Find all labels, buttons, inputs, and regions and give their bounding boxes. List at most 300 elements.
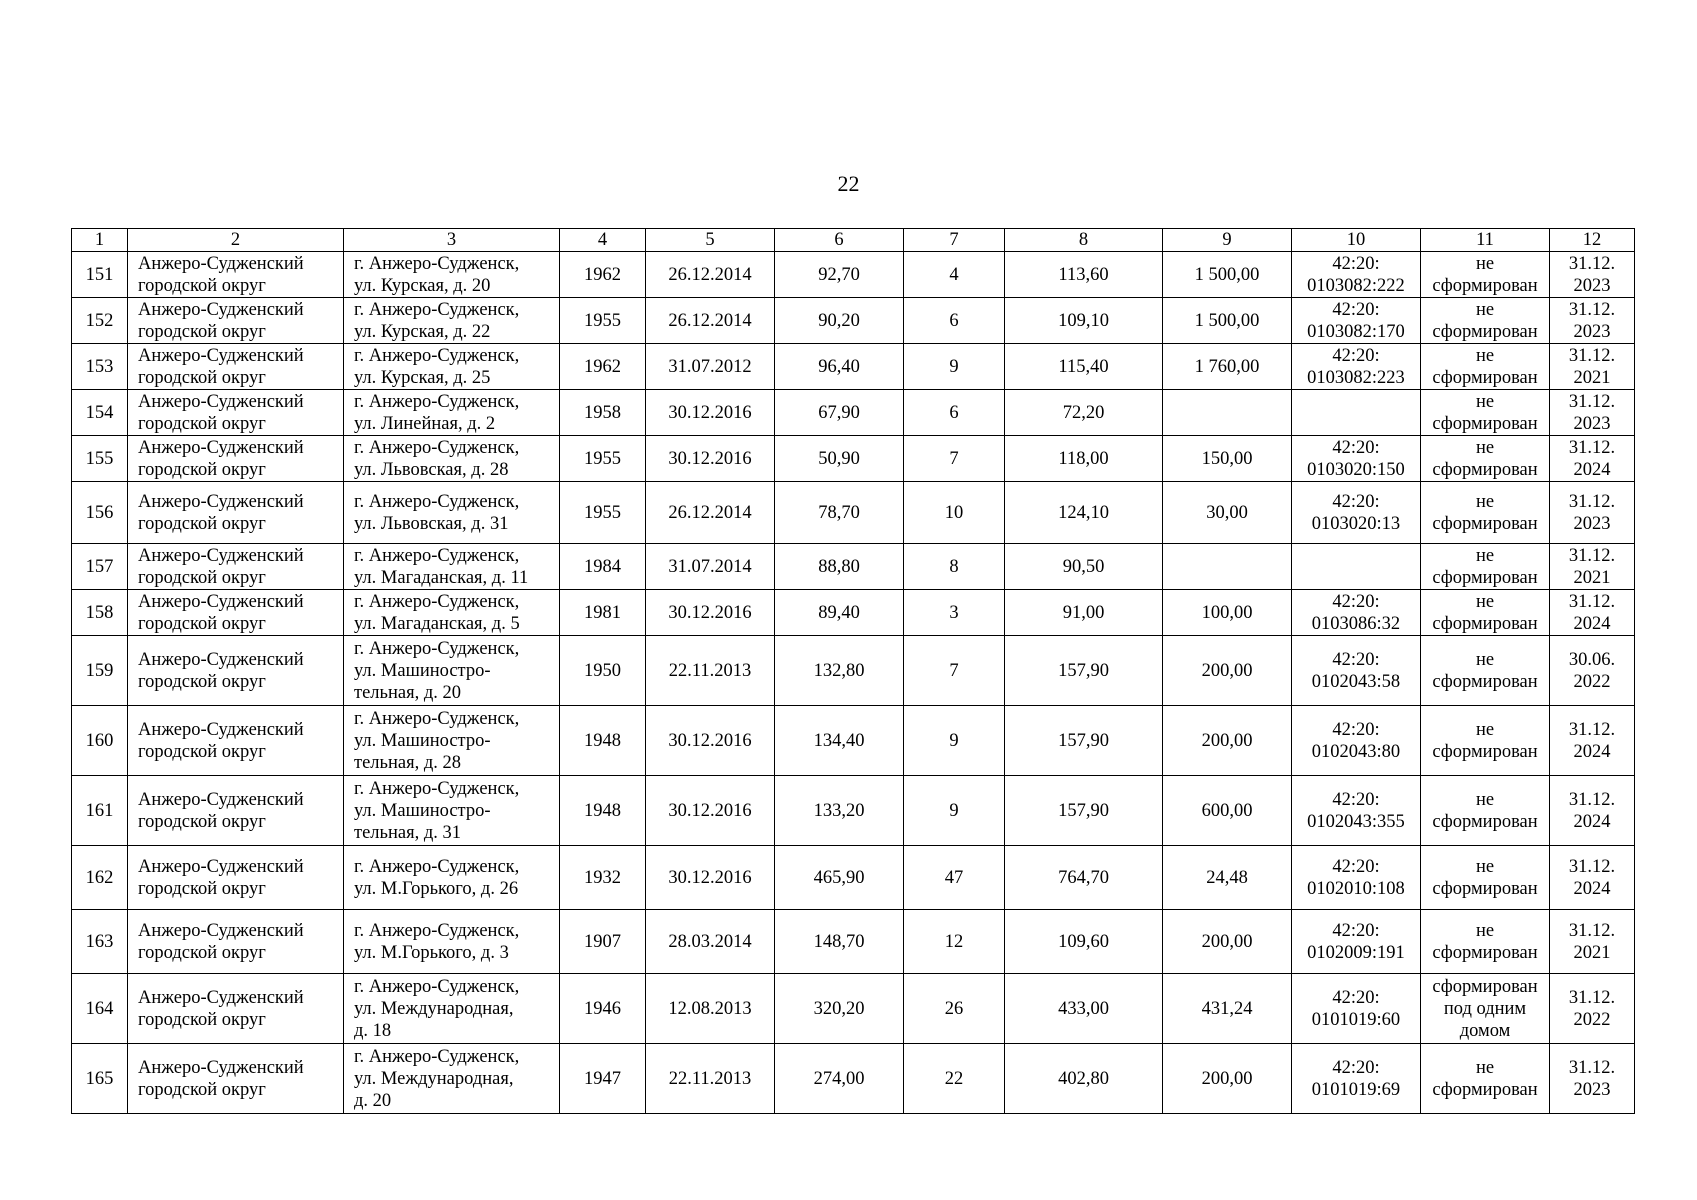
value-col6-cell: 320,20	[775, 974, 904, 1044]
cell-line: ул. Линейная, д. 2	[354, 413, 496, 434]
cell-line: не	[1475, 649, 1495, 670]
cell-line: Анжеро-Судженский	[138, 856, 304, 877]
page-number: 22	[837, 171, 860, 196]
municipality-cell	[128, 252, 344, 298]
table-row	[72, 846, 1635, 910]
cell-line: 2023	[1573, 321, 1611, 342]
year-cell: 1948	[560, 706, 646, 776]
cell-line: не	[1475, 545, 1495, 566]
cell-line: тельная, д. 28	[354, 752, 461, 773]
cell-line: г. Анжеро-Судженск,	[354, 345, 520, 366]
cell-line: городской округ	[138, 811, 266, 832]
date-cell: 31.07.2012	[646, 344, 775, 390]
cell-line: сформирован	[1432, 321, 1538, 342]
row-number-cell: 154	[72, 390, 128, 436]
cell-line: 42:20:	[1332, 987, 1380, 1008]
address-cell	[344, 252, 560, 298]
cell-line: 2024	[1573, 613, 1611, 634]
cell-line: 31.12.	[1568, 491, 1616, 512]
land-status-cell	[1421, 846, 1550, 910]
date-cell: 12.08.2013	[646, 974, 775, 1044]
cell-line: 2024	[1573, 459, 1611, 480]
value-col9-cell: 200,00	[1163, 1044, 1292, 1114]
deadline-cell	[1550, 436, 1635, 482]
cell-line: городской округ	[138, 671, 266, 692]
address-cell	[344, 974, 560, 1044]
year-cell: 1955	[560, 298, 646, 344]
municipality-cell	[128, 436, 344, 482]
table-row	[72, 482, 1635, 544]
deadline-cell	[1550, 636, 1635, 706]
cell-line: не	[1475, 391, 1495, 412]
date-cell: 30.12.2016	[646, 706, 775, 776]
value-col8-cell: 72,20	[1005, 390, 1163, 436]
cell-line: 2021	[1573, 942, 1611, 963]
cell-line: сформирован	[1432, 976, 1538, 997]
cell-line: Анжеро-Судженский	[138, 591, 304, 612]
cell-line: 0102043:58	[1311, 671, 1401, 692]
deadline-cell	[1550, 482, 1635, 544]
year-cell: 1932	[560, 846, 646, 910]
date-cell: 30.12.2016	[646, 846, 775, 910]
cadastral-number-cell	[1292, 590, 1421, 636]
municipality-cell	[128, 482, 344, 544]
cell-line: 31.12.	[1568, 789, 1616, 810]
cell-line: 0101019:60	[1311, 1009, 1401, 1030]
row-number-cell: 163	[72, 910, 128, 974]
value-col9-cell: 200,00	[1163, 706, 1292, 776]
cell-line: тельная, д. 31	[354, 822, 461, 843]
cell-line: 42:20:	[1332, 920, 1380, 941]
cell-line: городской округ	[138, 367, 266, 388]
cell-line: Анжеро-Судженский	[138, 437, 304, 458]
municipality-cell	[128, 544, 344, 590]
address-cell	[344, 344, 560, 390]
cell-line: ул. Магаданская, д. 11	[354, 567, 529, 588]
address-cell	[344, 390, 560, 436]
cell-line: 42:20:	[1332, 491, 1380, 512]
cell-line: 2022	[1573, 1009, 1611, 1030]
address-cell	[344, 776, 560, 846]
cell-line: 31.12.	[1568, 299, 1616, 320]
cell-line: ул. Машиностро-	[354, 660, 491, 681]
year-cell: 1962	[560, 252, 646, 298]
cell-line: сформирован	[1432, 942, 1538, 963]
table-row	[72, 1044, 1635, 1114]
cell-line: г. Анжеро-Судженск,	[354, 437, 520, 458]
value-col9-cell: 100,00	[1163, 590, 1292, 636]
cell-line: городской округ	[138, 567, 266, 588]
column-header: 5	[646, 229, 775, 252]
year-cell: 1950	[560, 636, 646, 706]
cell-line: 30.06.	[1568, 649, 1616, 670]
cell-line: ул. Львовская, д. 31	[354, 513, 509, 534]
cell-line: не	[1475, 299, 1495, 320]
land-status-cell	[1421, 706, 1550, 776]
cell-line: 31.12.	[1568, 987, 1616, 1008]
cell-line: 0103082:170	[1307, 321, 1405, 342]
table-row	[72, 636, 1635, 706]
cell-line: ул. Магаданская, д. 5	[354, 613, 520, 634]
table-row	[72, 436, 1635, 482]
cell-line: г. Анжеро-Судженск,	[354, 1046, 520, 1067]
value-col6-cell: 96,40	[775, 344, 904, 390]
cell-line: Анжеро-Судженский	[138, 545, 304, 566]
column-header: 4	[560, 229, 646, 252]
cell-line: д. 20	[354, 1090, 392, 1111]
value-col7-cell: 47	[904, 846, 1005, 910]
cell-line: 2021	[1573, 367, 1611, 388]
cell-line: не	[1475, 1057, 1495, 1078]
value-col8-cell: 109,10	[1005, 298, 1163, 344]
column-header: 1	[72, 229, 128, 252]
cell-line: г. Анжеро-Судженск,	[354, 391, 520, 412]
cell-line: Анжеро-Судженский	[138, 345, 304, 366]
cell-line: ул. М.Горького, д. 26	[354, 878, 519, 899]
column-header: 6	[775, 229, 904, 252]
year-cell: 1948	[560, 776, 646, 846]
column-header: 11	[1421, 229, 1550, 252]
address-cell	[344, 482, 560, 544]
municipality-cell	[128, 590, 344, 636]
land-status-cell	[1421, 390, 1550, 436]
cell-line: 0102009:191	[1307, 942, 1405, 963]
cell-line: 0103086:32	[1311, 613, 1401, 634]
cell-line: не	[1475, 253, 1495, 274]
date-cell: 30.12.2016	[646, 390, 775, 436]
table-row	[72, 706, 1635, 776]
cell-line: г. Анжеро-Судженск,	[354, 591, 520, 612]
cell-line: 2022	[1573, 671, 1611, 692]
cadastral-number-cell	[1292, 910, 1421, 974]
year-cell: 1955	[560, 436, 646, 482]
cell-line: Анжеро-Судженский	[138, 719, 304, 740]
cell-line: 2023	[1573, 413, 1611, 434]
cell-line: сформирован	[1432, 811, 1538, 832]
year-cell: 1946	[560, 974, 646, 1044]
address-cell	[344, 1044, 560, 1114]
deadline-cell	[1550, 706, 1635, 776]
value-col9-cell: 200,00	[1163, 636, 1292, 706]
year-cell: 1958	[560, 390, 646, 436]
land-status-cell	[1421, 344, 1550, 390]
cell-line: 42:20:	[1332, 789, 1380, 810]
cell-line: ул. Машиностро-	[354, 800, 491, 821]
deadline-cell	[1550, 544, 1635, 590]
value-col9-cell: 431,24	[1163, 974, 1292, 1044]
value-col8-cell: 115,40	[1005, 344, 1163, 390]
date-cell: 30.12.2016	[646, 776, 775, 846]
value-col9-cell: 1 760,00	[1163, 344, 1292, 390]
land-status-cell	[1421, 1044, 1550, 1114]
cell-line: 0103082:222	[1307, 275, 1405, 296]
value-col7-cell: 7	[904, 436, 1005, 482]
cell-line: г. Анжеро-Судженск,	[354, 638, 520, 659]
year-cell: 1947	[560, 1044, 646, 1114]
cell-line: г. Анжеро-Судженск,	[354, 856, 520, 877]
cell-line: 0102010:108	[1307, 878, 1405, 899]
cell-line: ул. Международная,	[354, 1068, 514, 1089]
value-col6-cell: 88,80	[775, 544, 904, 590]
cell-line: 31.12.	[1568, 545, 1616, 566]
cell-line: 31.12.	[1568, 345, 1616, 366]
value-col9-cell: 24,48	[1163, 846, 1292, 910]
cadastral-number-cell	[1292, 974, 1421, 1044]
cell-line: городской округ	[138, 1079, 266, 1100]
row-number-cell: 159	[72, 636, 128, 706]
value-col9-cell: 30,00	[1163, 482, 1292, 544]
address-cell	[344, 910, 560, 974]
cell-line: 2023	[1573, 513, 1611, 534]
value-col8-cell: 157,90	[1005, 636, 1163, 706]
table-row	[72, 252, 1635, 298]
cell-line: сформирован	[1432, 459, 1538, 480]
value-col9-cell: 150,00	[1163, 436, 1292, 482]
address-cell	[344, 846, 560, 910]
row-number-cell: 165	[72, 1044, 128, 1114]
municipality-cell	[128, 846, 344, 910]
value-col6-cell: 465,90	[775, 846, 904, 910]
cell-line: 42:20:	[1332, 649, 1380, 670]
cell-line: г. Анжеро-Судженск,	[354, 976, 520, 997]
cell-line: 42:20:	[1332, 856, 1380, 877]
column-number-row	[72, 229, 1635, 252]
table-row	[72, 298, 1635, 344]
column-header: 7	[904, 229, 1005, 252]
year-cell: 1984	[560, 544, 646, 590]
cell-line: г. Анжеро-Судженск,	[354, 491, 520, 512]
cell-line: 42:20:	[1332, 299, 1380, 320]
cell-line: сформирован	[1432, 741, 1538, 762]
address-cell	[344, 544, 560, 590]
value-col9-cell: 1 500,00	[1163, 298, 1292, 344]
value-col8-cell: 764,70	[1005, 846, 1163, 910]
deadline-cell	[1550, 910, 1635, 974]
value-col8-cell: 91,00	[1005, 590, 1163, 636]
value-col7-cell: 9	[904, 706, 1005, 776]
column-header: 8	[1005, 229, 1163, 252]
cell-line: 31.12.	[1568, 391, 1616, 412]
municipality-cell	[128, 776, 344, 846]
table-row	[72, 344, 1635, 390]
cadastral-number-cell	[1292, 252, 1421, 298]
cell-line: не	[1475, 591, 1495, 612]
land-status-cell	[1421, 436, 1550, 482]
land-status-cell	[1421, 482, 1550, 544]
address-cell	[344, 298, 560, 344]
cell-line: 0103020:150	[1307, 459, 1405, 480]
row-number-cell: 158	[72, 590, 128, 636]
deadline-cell	[1550, 344, 1635, 390]
municipality-cell	[128, 910, 344, 974]
cell-line: 42:20:	[1332, 1057, 1380, 1078]
cell-line: ул. Международная,	[354, 998, 514, 1019]
cell-line: сформирован	[1432, 513, 1538, 534]
cell-line: Анжеро-Судженский	[138, 391, 304, 412]
cadastral-number-cell	[1292, 436, 1421, 482]
year-cell: 1981	[560, 590, 646, 636]
cell-line: Анжеро-Судженский	[138, 789, 304, 810]
cadastral-number-cell	[1292, 298, 1421, 344]
date-cell: 26.12.2014	[646, 482, 775, 544]
row-number-cell: 156	[72, 482, 128, 544]
cell-line: тельная, д. 20	[354, 682, 461, 703]
value-col9-cell	[1163, 544, 1292, 590]
cell-line: 31.12.	[1568, 253, 1616, 274]
date-cell: 30.12.2016	[646, 590, 775, 636]
municipality-cell	[128, 974, 344, 1044]
year-cell: 1962	[560, 344, 646, 390]
municipality-cell	[128, 1044, 344, 1114]
land-status-cell	[1421, 590, 1550, 636]
cell-line: ул. М.Горького, д. 3	[354, 942, 509, 963]
cell-line: 31.12.	[1568, 719, 1616, 740]
cell-line: ул. Курская, д. 25	[354, 367, 491, 388]
column-header: 9	[1163, 229, 1292, 252]
value-col9-cell: 600,00	[1163, 776, 1292, 846]
cadastral-number-cell	[1292, 482, 1421, 544]
cell-line: 31.12.	[1568, 856, 1616, 877]
deadline-cell	[1550, 252, 1635, 298]
cell-line: сформирован	[1432, 367, 1538, 388]
value-col7-cell: 9	[904, 344, 1005, 390]
cell-line: 2023	[1573, 1079, 1611, 1100]
value-col7-cell: 10	[904, 482, 1005, 544]
cell-line: 2024	[1573, 741, 1611, 762]
address-cell	[344, 636, 560, 706]
cell-line: городской округ	[138, 275, 266, 296]
municipality-cell	[128, 636, 344, 706]
value-col6-cell: 67,90	[775, 390, 904, 436]
cell-line: г. Анжеро-Судженск,	[354, 778, 520, 799]
row-number-cell: 153	[72, 344, 128, 390]
value-col6-cell: 90,20	[775, 298, 904, 344]
cadastral-number-cell	[1292, 544, 1421, 590]
housing-registry-table	[71, 228, 1635, 1114]
value-col8-cell: 113,60	[1005, 252, 1163, 298]
table-row	[72, 390, 1635, 436]
municipality-cell	[128, 390, 344, 436]
cell-line: 2024	[1573, 811, 1611, 832]
cell-line: 0102043:355	[1307, 811, 1405, 832]
row-number-cell: 160	[72, 706, 128, 776]
cell-line: 2021	[1573, 567, 1611, 588]
table-row	[72, 590, 1635, 636]
value-col7-cell: 22	[904, 1044, 1005, 1114]
cell-line: городской округ	[138, 513, 266, 534]
row-number-cell: 161	[72, 776, 128, 846]
date-cell: 22.11.2013	[646, 636, 775, 706]
cell-line: 0103082:223	[1307, 367, 1405, 388]
value-col7-cell: 7	[904, 636, 1005, 706]
cell-line: 31.12.	[1568, 437, 1616, 458]
deadline-cell	[1550, 776, 1635, 846]
value-col8-cell: 157,90	[1005, 706, 1163, 776]
cell-line: г. Анжеро-Судженск,	[354, 253, 520, 274]
cell-line: не	[1475, 491, 1495, 512]
row-number-cell: 152	[72, 298, 128, 344]
cell-line: Анжеро-Судженский	[138, 1057, 304, 1078]
value-col7-cell: 3	[904, 590, 1005, 636]
cell-line: Анжеро-Судженский	[138, 299, 304, 320]
date-cell: 26.12.2014	[646, 252, 775, 298]
cell-line: Анжеро-Судженский	[138, 253, 304, 274]
year-cell: 1907	[560, 910, 646, 974]
cell-line: сформирован	[1432, 878, 1538, 899]
cell-line: 42:20:	[1332, 253, 1380, 274]
table-row	[72, 544, 1635, 590]
cell-line: г. Анжеро-Судженск,	[354, 708, 520, 729]
land-status-cell	[1421, 544, 1550, 590]
cell-line: 42:20:	[1332, 345, 1380, 366]
address-cell	[344, 590, 560, 636]
cell-line: домом	[1459, 1020, 1511, 1041]
row-number-cell: 155	[72, 436, 128, 482]
column-header: 12	[1550, 229, 1635, 252]
value-col6-cell: 89,40	[775, 590, 904, 636]
cell-line: ул. Курская, д. 22	[354, 321, 491, 342]
cell-line: сформирован	[1432, 1079, 1538, 1100]
value-col6-cell: 132,80	[775, 636, 904, 706]
cell-line: не	[1475, 719, 1495, 740]
year-cell: 1955	[560, 482, 646, 544]
value-col6-cell: 148,70	[775, 910, 904, 974]
land-status-cell	[1421, 974, 1550, 1044]
value-col7-cell: 9	[904, 776, 1005, 846]
cell-line: 2024	[1573, 878, 1611, 899]
cell-line: 0102043:80	[1311, 741, 1401, 762]
row-number-cell: 157	[72, 544, 128, 590]
cell-line: не	[1475, 789, 1495, 810]
value-col8-cell: 157,90	[1005, 776, 1163, 846]
cell-line: сформирован	[1432, 413, 1538, 434]
date-cell: 26.12.2014	[646, 298, 775, 344]
cell-line: 0103020:13	[1311, 513, 1401, 534]
table-row	[72, 974, 1635, 1044]
cell-line: городской округ	[138, 741, 266, 762]
cell-line: под одним	[1443, 998, 1527, 1019]
cell-line: 42:20:	[1332, 591, 1380, 612]
table-row	[72, 776, 1635, 846]
cell-line: не	[1475, 856, 1495, 877]
deadline-cell	[1550, 298, 1635, 344]
value-col8-cell: 433,00	[1005, 974, 1163, 1044]
deadline-cell	[1550, 846, 1635, 910]
cell-line: Анжеро-Судженский	[138, 649, 304, 670]
cell-line: ул. Машиностро-	[354, 730, 491, 751]
cadastral-number-cell	[1292, 636, 1421, 706]
cell-line: 31.12.	[1568, 920, 1616, 941]
value-col8-cell: 402,80	[1005, 1044, 1163, 1114]
cell-line: г. Анжеро-Судженск,	[354, 920, 520, 941]
date-cell: 30.12.2016	[646, 436, 775, 482]
row-number-cell: 162	[72, 846, 128, 910]
cell-line: городской округ	[138, 878, 266, 899]
value-col7-cell: 8	[904, 544, 1005, 590]
cell-line: сформирован	[1432, 671, 1538, 692]
value-col6-cell: 134,40	[775, 706, 904, 776]
row-number-cell: 151	[72, 252, 128, 298]
municipality-cell	[128, 298, 344, 344]
cell-line: городской округ	[138, 321, 266, 342]
cell-line: городской округ	[138, 413, 266, 434]
value-col9-cell: 1 500,00	[1163, 252, 1292, 298]
cell-line: ул. Львовская, д. 28	[354, 459, 509, 480]
cell-line: не	[1475, 920, 1495, 941]
value-col7-cell: 6	[904, 390, 1005, 436]
cell-line: ул. Курская, д. 20	[354, 275, 491, 296]
cell-line: д. 18	[354, 1020, 392, 1041]
